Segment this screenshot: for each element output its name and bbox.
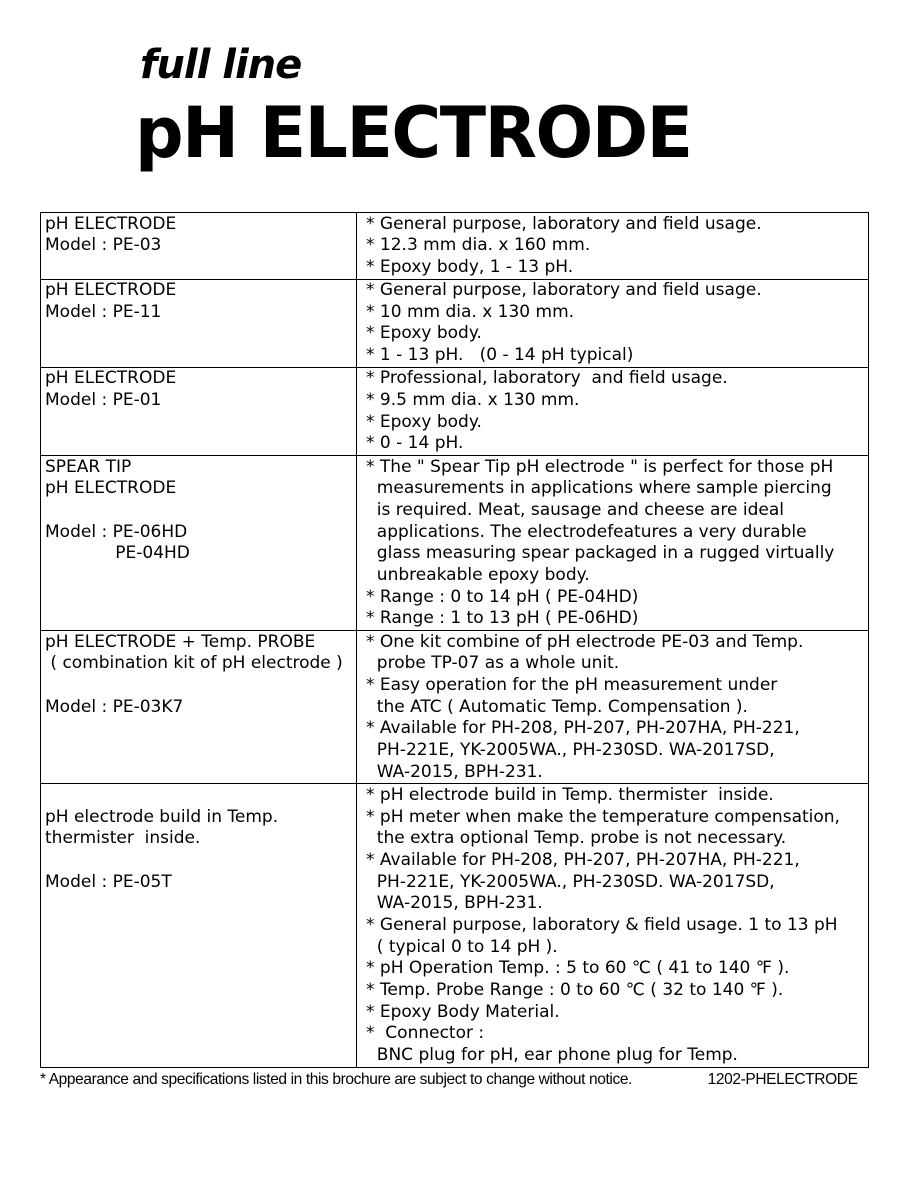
description-line: * Available for PH-208, PH-207, PH-207HA, PH-221, — [366, 718, 800, 739]
description-line: * General purpose, laboratory and field usage. — [366, 213, 762, 234]
spec-table — [40, 212, 869, 1068]
description-line: * General purpose, laboratory & field usage. 1 to 13 pH — [366, 915, 838, 935]
description-line: the extra optional Temp. probe is not necessary. — [366, 828, 787, 849]
description-line: unbreakable epoxy body. — [366, 565, 590, 585]
footer-note: * Appearance and specifications listed in this brochure are subject to change without notice. — [40, 1071, 633, 1088]
description-line: * 0 - 14 pH. — [366, 433, 464, 454]
product-line: pH electrode build in Temp. — [45, 806, 279, 827]
description-line: * 9.5 mm dia. x 130 mm. — [366, 390, 580, 410]
description-line: * Connector : — [366, 1023, 485, 1044]
description-cell — [357, 784, 868, 1066]
description-line: * One kit combine of pH electrode PE-03 and Temp. — [366, 631, 804, 652]
product-line: Model : PE-11 — [45, 301, 162, 322]
table-row — [41, 784, 868, 1066]
product-line: Model : PE-03 — [45, 235, 162, 256]
description-line: * Epoxy Body Material. — [366, 1001, 560, 1022]
footer-document-code: 1202-PHELECTRODE — [708, 1071, 858, 1088]
description-line: * Temp. Probe Range : 0 to 60 ℃ ( 32 to 140 ℉ ). — [366, 980, 784, 1001]
description-cell — [357, 631, 868, 783]
description-line: applications. The electrodefeatures a very durable — [366, 521, 807, 542]
description-line: * 10 mm dia. x 130 mm. — [366, 301, 575, 322]
description-line: * Professional, laboratory and field usage. — [366, 368, 728, 389]
description-cell — [357, 456, 868, 630]
table-row — [41, 368, 868, 456]
product-line: pH ELECTRODE — [45, 368, 177, 389]
table-row — [41, 280, 868, 368]
product-cell — [41, 280, 357, 367]
product-line: Model : PE-03K7 — [45, 696, 184, 717]
description-cell — [357, 368, 868, 455]
product-line: Model : PE-01 — [45, 390, 162, 410]
description-cell — [357, 213, 868, 279]
product-line: ( combination kit of pH electrode ) — [45, 653, 343, 674]
page-title: pH ELECTRODE — [135, 92, 692, 174]
product-line: pH ELECTRODE — [45, 280, 177, 301]
description-line: * Range : 0 to 14 pH ( PE-04HD) — [366, 586, 639, 607]
description-line: PH-221E, YK-2005WA., PH-230SD. WA-2017SD, — [366, 740, 775, 760]
table-row — [41, 213, 868, 280]
description-line: * Available for PH-208, PH-207, PH-207HA, PH-221, — [366, 849, 800, 870]
description-line: glass measuring spear packaged in a rugged virtually — [366, 543, 835, 564]
product-line: thermister inside. — [45, 828, 201, 849]
description-line: WA-2015, BPH-231. — [366, 893, 543, 914]
product-cell — [41, 784, 357, 1066]
product-cell — [41, 456, 357, 630]
product-line — [45, 785, 354, 807]
product-line: pH ELECTRODE — [45, 478, 177, 499]
description-line: * Easy operation for the pH measurement under — [366, 674, 778, 695]
product-line: pH ELECTRODE + Temp. PROBE — [45, 631, 316, 652]
description-line: ( typical 0 to 14 pH ). — [366, 936, 558, 957]
product-line — [45, 500, 354, 522]
description-line: measurements in applications where sample piercing — [366, 478, 832, 499]
description-line: WA-2015, BPH-231. — [366, 761, 543, 782]
description-line: * pH electrode build in Temp. thermister inside. — [366, 784, 774, 805]
description-line: * The " Spear Tip pH electrode " is perfect for those pH — [366, 456, 834, 477]
description-line: * Range : 1 to 13 pH ( PE-06HD) — [366, 608, 639, 629]
description-line: * General purpose, laboratory and field usage. — [366, 280, 762, 301]
product-cell — [41, 213, 357, 279]
description-line: * Epoxy body. — [366, 323, 482, 344]
description-line: PH-221E, YK-2005WA., PH-230SD. WA-2017SD, — [366, 871, 775, 892]
product-line: Model : PE-06HD — [45, 521, 188, 542]
description-line: * Epoxy body, 1 - 13 pH. — [366, 256, 574, 277]
product-line: Model : PE-05T — [45, 871, 172, 892]
product-cell — [41, 631, 357, 783]
product-line — [45, 675, 354, 697]
table-row — [41, 456, 868, 631]
description-line: * 1 - 13 pH. (0 - 14 pH typical) — [366, 345, 634, 366]
description-line: * pH Operation Temp. : 5 to 60 ℃ ( 41 to 140 ℉ ). — [366, 958, 790, 979]
table-row — [41, 631, 868, 784]
product-cell — [41, 368, 357, 455]
product-line: PE-04HD — [45, 543, 190, 564]
description-line: the ATC ( Automatic Temp. Compensation ). — [366, 696, 748, 717]
page-subtitle: full line — [140, 42, 302, 88]
description-line: * pH meter when make the temperature compensation, — [366, 806, 840, 827]
description-line: * Epoxy body. — [366, 411, 482, 432]
product-line: pH ELECTRODE — [45, 213, 177, 234]
product-line — [45, 850, 354, 872]
footer — [40, 1071, 858, 1089]
description-cell — [357, 280, 868, 367]
description-line: probe TP-07 as a whole unit. — [366, 653, 620, 674]
description-line: * 12.3 mm dia. x 160 mm. — [366, 235, 591, 256]
description-line: BNC plug for pH, ear phone plug for Temp. — [366, 1045, 738, 1066]
product-line: SPEAR TIP — [45, 456, 132, 477]
description-line: is required. Meat, sausage and cheese are ideal — [366, 499, 784, 520]
